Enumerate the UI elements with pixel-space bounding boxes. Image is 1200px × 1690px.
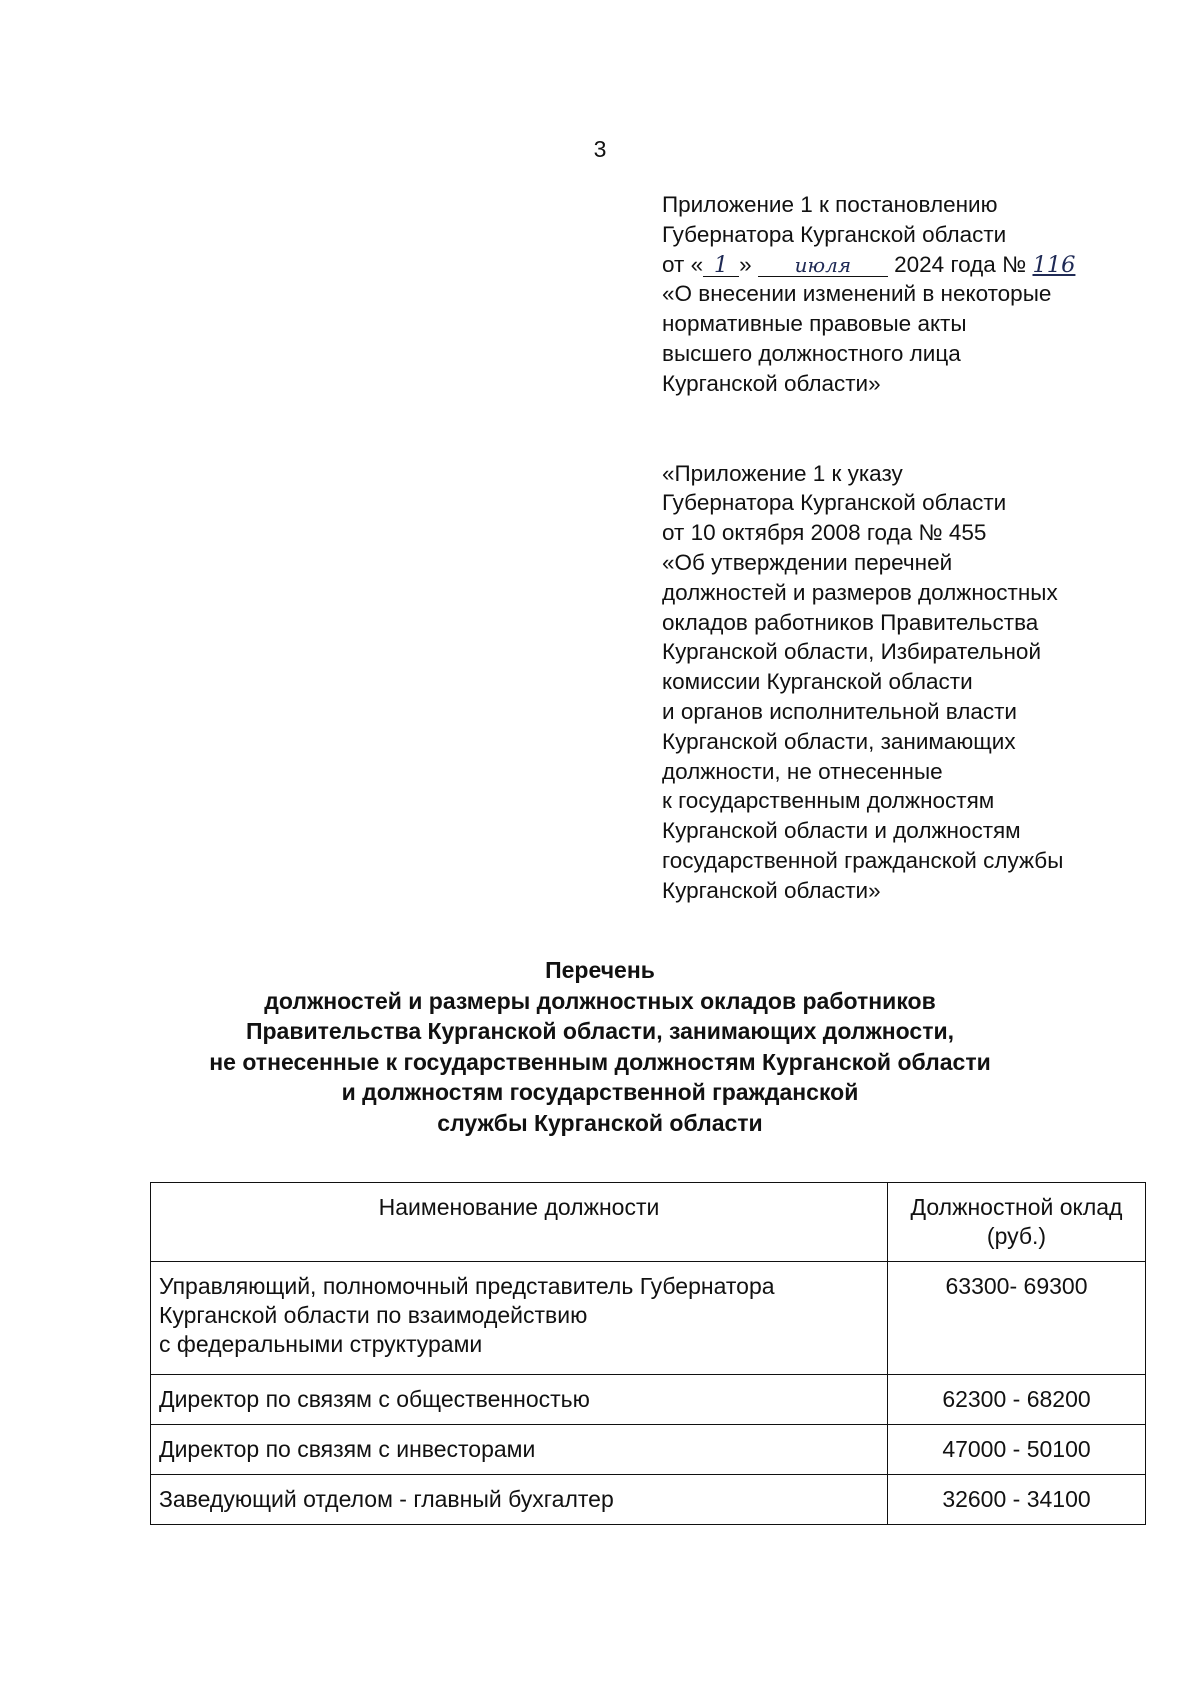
title-line: и должностям государственной гражданской (341, 1079, 859, 1105)
decree-line: окладов работников Правительства (662, 609, 1039, 635)
decree-line: Курганской области, занимающих (662, 728, 1016, 754)
annex-subject-line: высшего должностного лица (662, 340, 961, 366)
decree-line: Курганской области» (662, 877, 881, 903)
decree-line: Курганской области и должностям (662, 818, 1021, 844)
page-number: 3 (593, 136, 607, 162)
title-line: службы Курганской области (437, 1109, 763, 1136)
decree-line: и органов исполнительной власти (662, 698, 1017, 724)
header-position: Наименование должности (151, 1183, 888, 1262)
decree-line: «Об утверждении перечней (662, 549, 953, 575)
title-line: Перечень (545, 957, 655, 983)
annex-line: Губернатора Курганской области (662, 221, 1007, 247)
annex-subject-line: «О внесении изменений в некоторые (662, 281, 1052, 307)
decree-line: «Приложение 1 к указу (662, 460, 903, 486)
position-cell: Директор по связям с общественностью (151, 1375, 888, 1425)
annex-line: Приложение 1 к постановлению (662, 192, 998, 217)
title-line: Правительства Курганской области, занимающих должности, (245, 1018, 955, 1044)
date-year: 2024 года № (894, 251, 1027, 277)
decree-line: Губернатора Курганской области (662, 490, 1007, 516)
salary-table (150, 1182, 1146, 1525)
handwritten-month: июля (758, 254, 888, 277)
position-cell: Заведующий отделом - главный бухгалтер (151, 1475, 888, 1525)
annex-subject-line: нормативные правовые акты (662, 311, 967, 337)
salary-cell: 32600 - 34100 (888, 1475, 1146, 1525)
table-row (151, 1425, 1146, 1475)
title-line: не отнесенные к государственным должностям Курганской области (209, 1048, 991, 1075)
header-salary: Должностной оклад (руб.) (888, 1183, 1146, 1262)
title-line: должностей и размеры должностных окладов работников (264, 987, 936, 1014)
decree-line: государственной гражданской службы (662, 847, 1064, 873)
decree-line: должности, не отнесенные (662, 758, 943, 784)
position-line: с федеральными структурами (159, 1331, 483, 1357)
table-header-row (151, 1183, 1146, 1262)
decree-line: от 10 октября 2008 года № 455 (662, 520, 987, 546)
annex-subject-line: Курганской области» (662, 370, 881, 396)
table-row (151, 1262, 1146, 1375)
salary-cell: 62300 - 68200 (888, 1375, 1146, 1425)
handwritten-number: 116 (1032, 251, 1076, 278)
salary-cell: 63300- 69300 (888, 1262, 1146, 1375)
position-cell: Директор по связям с инвесторами (151, 1425, 888, 1475)
decree-line: к государственным должностям (662, 788, 995, 814)
decree-line: комиссии Курганской области (662, 669, 973, 695)
table-row (151, 1475, 1146, 1525)
handwritten-day: 1 (703, 254, 739, 277)
date-mid: » (739, 251, 752, 277)
annex-date-line (662, 250, 1182, 280)
position-line: Курганской области по взаимодействию (159, 1302, 588, 1328)
salary-cell: 47000 - 50100 (888, 1425, 1146, 1475)
decree-line: Курганской области, Избирательной (662, 639, 1042, 665)
annex-block (662, 190, 1182, 906)
decree-line: должностей и размеров должностных (662, 579, 1058, 605)
table-row (151, 1375, 1146, 1425)
position-cell (151, 1262, 888, 1375)
spacer (662, 399, 1182, 459)
date-prefix: от « (662, 251, 704, 277)
document-title (0, 955, 1200, 1138)
position-line: Управляющий, полномочный представитель Губернатора (159, 1273, 775, 1299)
